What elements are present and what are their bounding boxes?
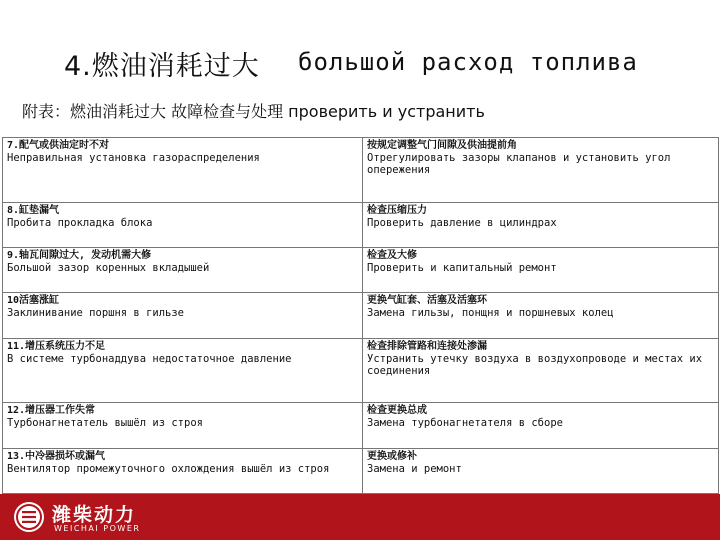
fault-cell-chinese: 9.轴瓦间隙过大, 发动机需大修 — [7, 250, 152, 262]
fault-cell-chinese: 12.增压器工作失常 — [7, 405, 96, 417]
title-chinese: 4.燃油消耗过大 — [64, 51, 260, 82]
action-cell — [363, 293, 719, 338]
fault-table-body — [3, 138, 719, 494]
fault-cell-chinese: 8.缸垫漏气 — [7, 204, 60, 216]
action-cell-chinese: 更换气缸套、活塞及活塞环 — [367, 295, 487, 307]
fault-cell-russian: Пробита прокладка блока — [7, 216, 153, 229]
table-row — [3, 248, 719, 293]
action-cell — [363, 248, 719, 293]
action-cell-chinese: 检查更换总成 — [367, 405, 427, 417]
fault-cell — [3, 338, 363, 403]
fault-cell-russian: Неправильная установка газораспределения — [7, 152, 260, 164]
brand-name-english: WEICHAI POWER — [54, 524, 141, 533]
weichai-logo-icon — [14, 502, 44, 532]
fault-cell-russian: Вентилятор промежуточного охлождения вышёл из строя — [7, 462, 330, 475]
fault-cell-chinese: 13.中冷器损坏或漏气 — [7, 450, 106, 462]
footer-bar — [0, 494, 720, 540]
fault-cell — [3, 403, 363, 448]
table-row — [3, 448, 719, 493]
fault-table — [2, 137, 719, 494]
action-cell-russian: Замена и ремонт — [367, 462, 462, 475]
action-cell-russian: Проверить давление в цилиндрах — [367, 216, 557, 229]
action-cell — [363, 138, 719, 203]
fault-cell-russian: Турбонагнетатель вышёл из строя — [7, 417, 203, 430]
brand-name-chinese: 潍柴动力 — [52, 504, 137, 526]
table-row — [3, 202, 719, 247]
fault-cell — [3, 248, 363, 293]
action-cell — [363, 448, 719, 493]
action-cell-russian: Отрегулировать зазоры клапанов и установить угол опережения — [367, 152, 671, 176]
action-cell — [363, 403, 719, 448]
table-row — [3, 403, 719, 448]
action-cell — [363, 202, 719, 247]
table-caption: 附表：燃油消耗过大 故障检查与处理 проверить и устранить — [22, 102, 485, 121]
fault-cell-russian: В системе турбонаддува недостаточное давление — [7, 352, 292, 365]
action-cell-russian: Проверить и капитальный ремонт — [367, 262, 557, 275]
fault-cell-russian: Большой зазор коренных вкладышей — [7, 262, 210, 275]
action-cell-russian: Замена турбонагнетателя в сборе — [367, 417, 563, 430]
action-cell-chinese: 按规定调整气门间隙及供油提前角 — [367, 140, 517, 151]
action-cell-russian: Замена гильзы, понщня и поршневых колец — [367, 307, 614, 320]
table-row — [3, 138, 719, 203]
fault-cell-chinese: 11.增压系统压力不足 — [7, 340, 106, 352]
action-cell-russian: Устранить утечку воздуха в воздухопроводе и местах их соединения — [367, 352, 703, 377]
title-russian: большой расход топлива — [298, 48, 638, 76]
fault-cell-chinese: 10活塞涨缸 — [7, 295, 60, 307]
action-cell-chinese: 更换或修补 — [367, 450, 417, 462]
table-row — [3, 293, 719, 338]
fault-cell-chinese: 7.配气或供油定时不对 — [7, 140, 110, 151]
action-cell — [363, 338, 719, 403]
action-cell-chinese: 检查排除管路和连接处渗漏 — [367, 340, 487, 352]
action-cell-chinese: 检查及大修 — [367, 250, 417, 262]
table-row — [3, 338, 719, 403]
fault-cell-russian: Заклинивание поршня в гильзе — [7, 307, 185, 320]
fault-cell — [3, 138, 363, 203]
fault-cell — [3, 293, 363, 338]
fault-cell — [3, 202, 363, 247]
fault-cell — [3, 448, 363, 493]
action-cell-chinese: 检查压缩压力 — [367, 204, 427, 216]
